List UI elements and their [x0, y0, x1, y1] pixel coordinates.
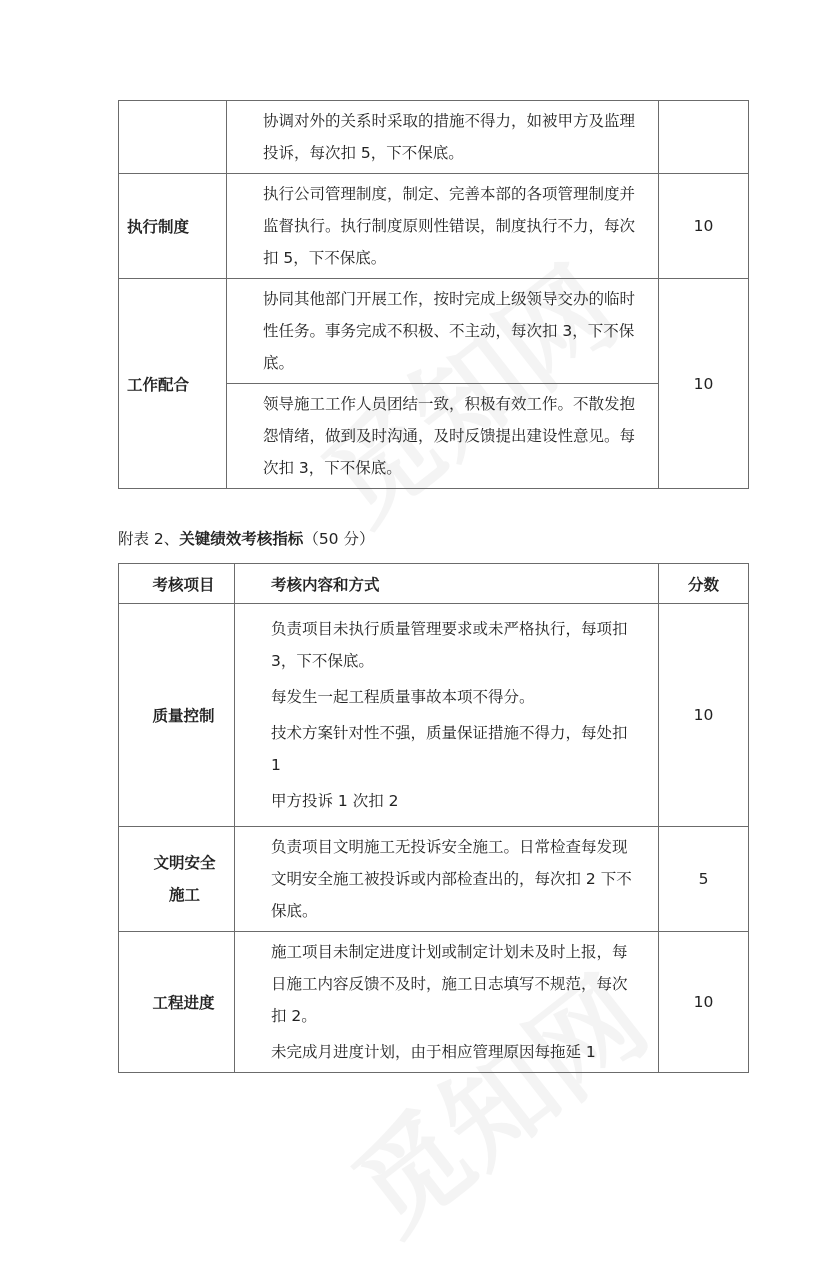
- header-score: 分数: [659, 564, 749, 604]
- caption-suffix: （50 分）: [303, 530, 375, 548]
- item-content: [227, 279, 659, 384]
- item-score: 10: [659, 174, 749, 279]
- table-row: [119, 101, 749, 174]
- item-content: [235, 604, 659, 827]
- table-row: [119, 279, 749, 384]
- content-paragraph: 技术方案针对性不强，质量保证措施不得力，每处扣 1: [271, 724, 628, 774]
- item-score: 10: [659, 604, 749, 827]
- item-content: [227, 384, 659, 489]
- item-label: 文明安全施工: [119, 827, 235, 932]
- table-2: [118, 563, 749, 1073]
- item-content: [235, 932, 659, 1073]
- item-label: 执行制度: [119, 174, 227, 279]
- item-score: 5: [659, 827, 749, 932]
- content-paragraph: 领导施工工作人员团结一致，积极有效工作。不散发抱怨情绪，做到及时沟通，及时反馈提出建设性意见。每次扣 3，下不保底。: [263, 395, 636, 477]
- item-content: [227, 101, 659, 174]
- item-label: 工程进度: [119, 932, 235, 1073]
- item-score: 10: [659, 932, 749, 1073]
- header-content: 考核内容和方式: [235, 564, 659, 604]
- table-1: [118, 100, 749, 489]
- item-content: [227, 174, 659, 279]
- content-paragraph: 未完成月进度计划，由于相应管理原因每拖延 1: [271, 1043, 596, 1061]
- table-row: [119, 174, 749, 279]
- item-score: 10: [659, 279, 749, 489]
- table-row: [119, 604, 749, 827]
- content-paragraph: 负责项目文明施工无投诉安全施工。日常检查每发现文明安全施工被投诉或内部检查出的，每次扣 2 下不保底。: [271, 838, 632, 920]
- item-label: 工作配合: [119, 279, 227, 489]
- item-content: [235, 827, 659, 932]
- caption-prefix: 附表 2、: [118, 530, 180, 548]
- table-caption: [118, 524, 374, 554]
- table-header-row: [119, 564, 749, 604]
- content-paragraph: 协同其他部门开展工作，按时完成上级领导交办的临时性任务。事务完成不积极、不主动，每次扣 3，下不保底。: [263, 290, 636, 372]
- item-label: [119, 101, 227, 174]
- content-paragraph: 协调对外的关系时采取的措施不得力，如被甲方及监理投诉，每次扣 5，下不保底。: [263, 112, 636, 162]
- header-item: 考核项目: [119, 564, 235, 604]
- content-paragraph: 执行公司管理制度，制定、完善本部的各项管理制度并监督执行。执行制度原则性错误，制度执行不力，每次扣 5，下不保底。: [263, 185, 636, 267]
- table-row: [119, 932, 749, 1073]
- item-score: [659, 101, 749, 174]
- content-paragraph: 每发生一起工程质量事故本项不得分。: [271, 688, 535, 706]
- caption-title: 关键绩效考核指标: [179, 530, 304, 548]
- content-paragraph: 甲方投诉 1 次扣 2: [271, 792, 399, 810]
- content-paragraph: 负责项目未执行质量管理要求或未严格执行，每项扣 3，下不保底。: [271, 620, 628, 670]
- table-row: [119, 827, 749, 932]
- item-label: 质量控制: [119, 604, 235, 827]
- content-paragraph: 施工项目未制定进度计划或制定计划未及时上报，每日施工内容反馈不及时，施工日志填写不规范，每次扣 2。: [271, 943, 628, 1025]
